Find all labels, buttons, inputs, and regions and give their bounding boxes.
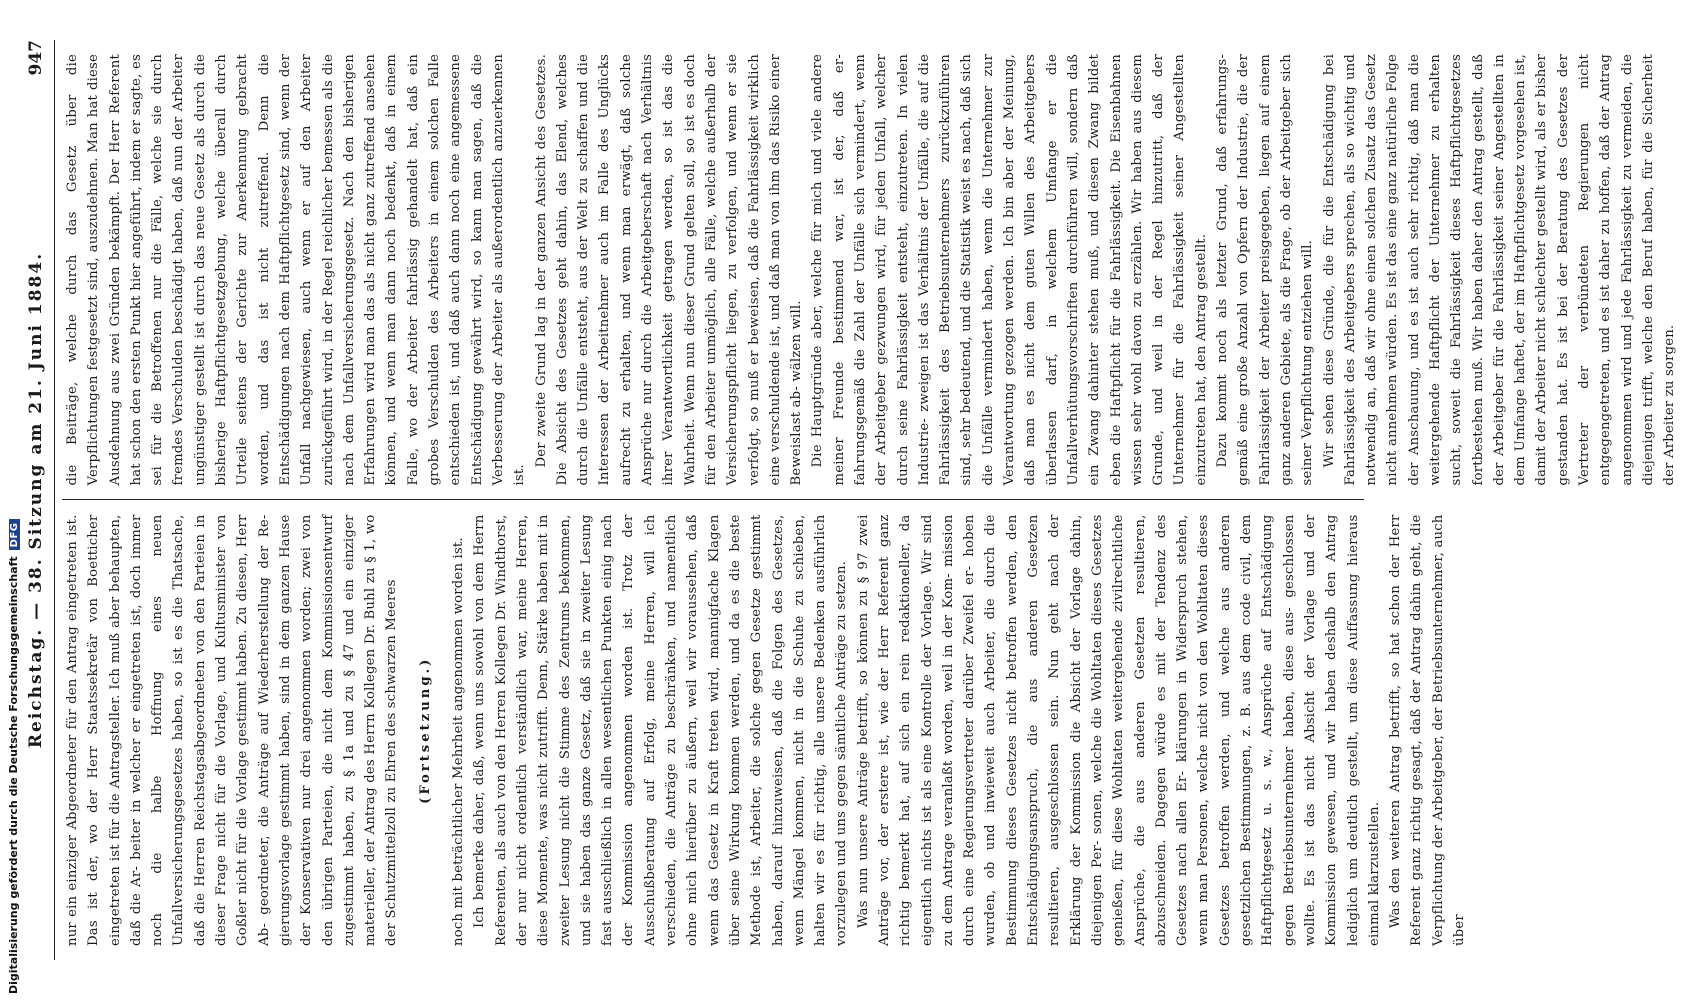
text-columns (62, 40, 1678, 960)
right-column (62, 40, 1678, 500)
digitization-credit (2, 0, 24, 1000)
page-number: 947 (26, 40, 46, 76)
paragraph: noch mit beträchtlicher Mehrheit angenommen worden ist. (451, 537, 467, 946)
paragraph: Der zweite Grund lag in der ganzen Ansicht des Gesetzes. Die Absicht des Gesetzes geht dahin, das Elend, welches durch die Unfälle entsteht, aus der Welt zu schaffen und die Interessen der Arbeitnehmer auch im Falle des Unglücks aufrecht zu erhalten, und wenn man erwägt, daß solche Ansprüche nur durch die Arbeitgeberschaft nach Verhältnis ihrer Verantwortlichkeit getragen werden, so ist das die Wahrheit. Wenn nun dieser Grund gelten soll, so ist es doch für den Arbeiter unmöglich, alle Fälle, welche außerhalb der Versicherungspflicht liegen, zu verfolgen, und wenn er sie verfolgt, so muß er beweisen, daß die Fahrlässigkeit wirklich eine verschuldende ist, und daß man von ihm das Risiko einer Beweislast ab- wälzen will. (533, 54, 805, 486)
left-column (62, 500, 1467, 961)
running-head: Reichstag. — 38. Sitzung am 21. Juni 1884. (26, 251, 46, 749)
continuation-note: (Fortsetzung.) (417, 656, 433, 804)
credit-text: Digitalisierung gefördert durch die Deutsche Forschungsgemeinschaft (7, 556, 20, 994)
paragraph: nur ein einziger Abgeordneter für den Antrag eingetreten ist. Das ist der, wo der Herr Staatssekretär von Boetticher eingetreten ist für die Antragsteller. Ich muß aber behaupten, daß die Ar- beiter in welcher er eingetreten ist, doch immer noch die halbe Hoffnung eines neuen Unfallversicherungsgesetzes haben, so ist es die Thatsache, daß die Herren Reichstagsabgeordneten von den Parteien in dieser Frage nicht für die Vorlage, und Kultusminister von Goßler nicht für die Vorlage gestimmt haben. Zu diesen, Herr Ab- geordneter, die Anträge auf Wiederherstellung der Re- gierungsvorlage gestimmt haben, sind in dem ganzen Hause der Konservativen nur drei angenommen worden; zwei von den übrigen Parteien, die nicht dem Kommissionsentwurf zugestimmt haben, zu § 1a und zu § 47 und ein einziger materieller, der Antrag des Herrn Kollegen Dr. Buhl zu § 1, wo der Schutzmittelzoll zu Ehren des schwarzen Meeres (65, 514, 400, 946)
dfg-logo: DFG (9, 519, 20, 550)
paragraph: Wir sehen diese Gründe, die für die Entschädigung bei Fahrlässigkeit des Arbeitgebers sprechen, als so wichtig und notwendig an, daß wir ohne einen solchen Zusatz das Gesetz nicht annehmen würden. Es ist das eine ganz natürliche Folge der Anschauung, und es ist auch sehr richtig, daß man die weitergehende Haftpflicht der Unternehmer zu erhalten sucht, soweit die Fahrlässigkeit dieses Haftpflichtgesetzes fortbestehen muß. Wir haben daher den Antrag gestellt, daß der Arbeitgeber für die Fahrlässigkeit seiner Angestellten in dem Umfange haftet, der im Haftpflichtgesetz vorgesehen ist, damit der Arbeiter nicht schlechter gestellt wird, als er bisher gestanden hat. Es ist bei der Beratung des Gesetzes der Vertreter der verbündeten Regierungen nicht entgegengetreten, und es ist daher zu hoffen, daß der Antrag angenommen wird und jede Fahrlässigkeit zu vermeiden, die diejenigen trifft, welche den Beruf haben, für die Sicherheit der Arbeiter zu sorgen. (1321, 54, 1678, 486)
paragraph: Dazu kommt noch als letzter Grund, daß erfahrungs- gemäß eine große Anzahl von Opfern der Industrie, die der Fahrlässigkeit der Arbeiter preisgegeben, liegen auf einem ganz anderen Gebiete, als die Frage, ob der Arbeitgeber sich seiner Verpflichtung entziehen will. (1215, 54, 1316, 486)
paragraph: Was den weiteren Antrag betrifft, so hat schon der Herr Referent ganz richtig gesagt, daß der Antrag dahin geht, die Verpflichtung der Arbeitgeber, der Betriebsunternehmer, auch über (1388, 514, 1467, 946)
page-header (20, 40, 55, 960)
paragraph: die Beiträge, welche durch das Gesetz über die Verpflichtungen festgesetzt sind, auszudehnen. Man hat diese Ausdehnung aus zwei Gründen bekämpft. Der Herr Referent hat schon den ersten Punkt hier angeführt, indem er sagte, es sei für die Betroffenen nur die Fälle, welche sie durch fremdes Verschulden beschädigt haben, daß nun der Arbeiter ungünstiger gestellt ist durch das neue Gesetz als durch die bisherige Haftpflichtgesetzgebung, welche überall durch Urteile seitens der Gerichte zur Anerkennung gebracht worden, und das ist nicht zutreffend. Denn die Entschädigungen nach dem Haftpflichtgesetz sind, wenn der Unfall nachgewiesen, auch wenn er auf den Arbeiter zurückgeführt wird, in der Regel reichlicher bemessen als die nach dem Unfallversicherungsgesetz. Nach den bisherigen Erfahrungen wird man das als nicht ganz zutreffend ansehen können, und wenn man dann noch bedenkt, daß in einem Falle, wo der Arbeiter fahrlässig gehandelt hat, daß ein grobes Verschulden des Arbeiters in einem solchen Falle entschieden ist, und daß auch dann noch eine angemessene Entschädigung gewährt wird, so kann man sagen, daß die Verbesserung der Arbeiter als außerordentlich anzuerkennen ist. (65, 54, 528, 486)
paragraph: Was nun unsere Anträge betrifft, so können zu § 97 zwei Anträge vor, der erstere ist, wie der Herr Referent ganz richtig bemerkt hat, auf sich ein rein redaktioneller, da eigentlich nichts ist als eine Kontrolle der Vorlage. Wir sind zu dem Antrage veranlaßt worden, weil in der Kom- mission durch eine Regierungsvertreter darüber Zweifel er- hoben wurden, ob und inwieweit auch Arbeiter, die durch die Bestimmung dieses Gesetzes nicht betroffen werden, den Entschädigungsanspruch, die aus anderen Gesetzen resultieren, ausgeschlossen sein. Nun geht nach der Erklärung der Kommission die Absicht der Vorlage dahin, diejenigen Per- sonen, welche die Wohltaten dieses Gesetzes genießen, für diese Wohltaten weitergehende zivilrechtliche Ansprüche, die aus anderen Gesetzen resultieren, abzuschneiden. Dagegen würde es mit der Tendenz des Gesetzes nach allen Er- klärungen in Widerspruch stehen, wenn man Personen, welche nicht von den Wohltaten dieses Gesetzes betroffen werden, und welche aus anderen gesetzlichen Bestimmungen, z. B. aus dem code civil, dem Haftpflichtgesetz u. s. w., Ansprüche auf Entschädigung gegen Betriebsunternehmer haben, diese aus- geschlossen wollte. Es ist das nicht Absicht der Vorlage und der Kommission gewesen, und wir haben deshalb den Antrag lediglich um deutlich gestellt, um diese Auffassung hieraus einmal klarzustellen. (855, 514, 1382, 946)
paragraph: Die Hauptgründe aber, welche für mich und viele andere meiner Freunde bestimmend war, ist der, daß er- fahrungsgemäß die Zahl der Unfälle sich vermindert, wenn der Arbeitgeber gezwungen wird, für jeden Unfall, welcher durch seine Fahrlässigkeit entsteht, einzutreten. In vielen Industrie- zweigen ist das Verhältnis der Unfälle, die auf die Fahrlässigkeit des Betriebsunternehmers zurückzuführen sind, sehr bedeutend, und die Statistik weist es nach, daß sich die Unfälle vermindert haben, wenn die Unternehmer zur Verantwortung gezogen werden. Ich bin aber der Meinung, daß man es nicht dem guten Willen des Arbeitgebers überlassen darf, in welchem Umfange er die Unfallverhütungsvorschriften durchführen will, sondern daß ein Zwang dahinter stehen muß, und diesen Zwang bildet eben die Haftpflicht für die Fahrlässigkeit. Die Eisenbahnen wissen sehr wohl davon zu erzählen. Wir haben aus diesem Grunde, und weil in der Regel hinzutritt, daß der Unternehmer für die Fahrlässigkeit seiner Angestellten einzutreten hat, den Antrag gestellt. (810, 54, 1209, 486)
paragraph: Ich bemerke daher, daß, wenn uns sowohl von dem Herrn Referenten, als auch von den Herren Kollegen Dr. Windthorst, der nur nicht ordentlich verständlich war, meine Herren, diese Momente, was nicht zutrifft. Denn, Stärke haben mit in zweiter Lesung nicht die Stimme des Zentrums bekommen, und sie haben das ganze Gesetz, daß sie in zweiter Lesung fast ausschließlich in allen wesentlichen Punkten einig nach der Kommission angenommen worden ist. Trotz der Ausschußberatung auf Erfolg, meine Herren, will ich verschieden, die Anträge zu beschränken, und namentlich ohne mich hierüber zu äußern, weil wir voraussehen, daß wenn das Gesetz in Kraft treten wird, mannigfache Klagen über seine Wirkung kommen werden, und da es die beste Methode ist, Arbeiter, die solche gegen Gesetze gestimmt haben, darauf hinzuweisen, daß die Folgen des Gesetzes, wenn Mängel kommen, nicht in die Schuhe zu schieben, halten wir es für richtig, alle unsere Bedenken ausführlich vorzulegen und uns gegen sämtliche Anträge zu setzen. (472, 514, 850, 946)
